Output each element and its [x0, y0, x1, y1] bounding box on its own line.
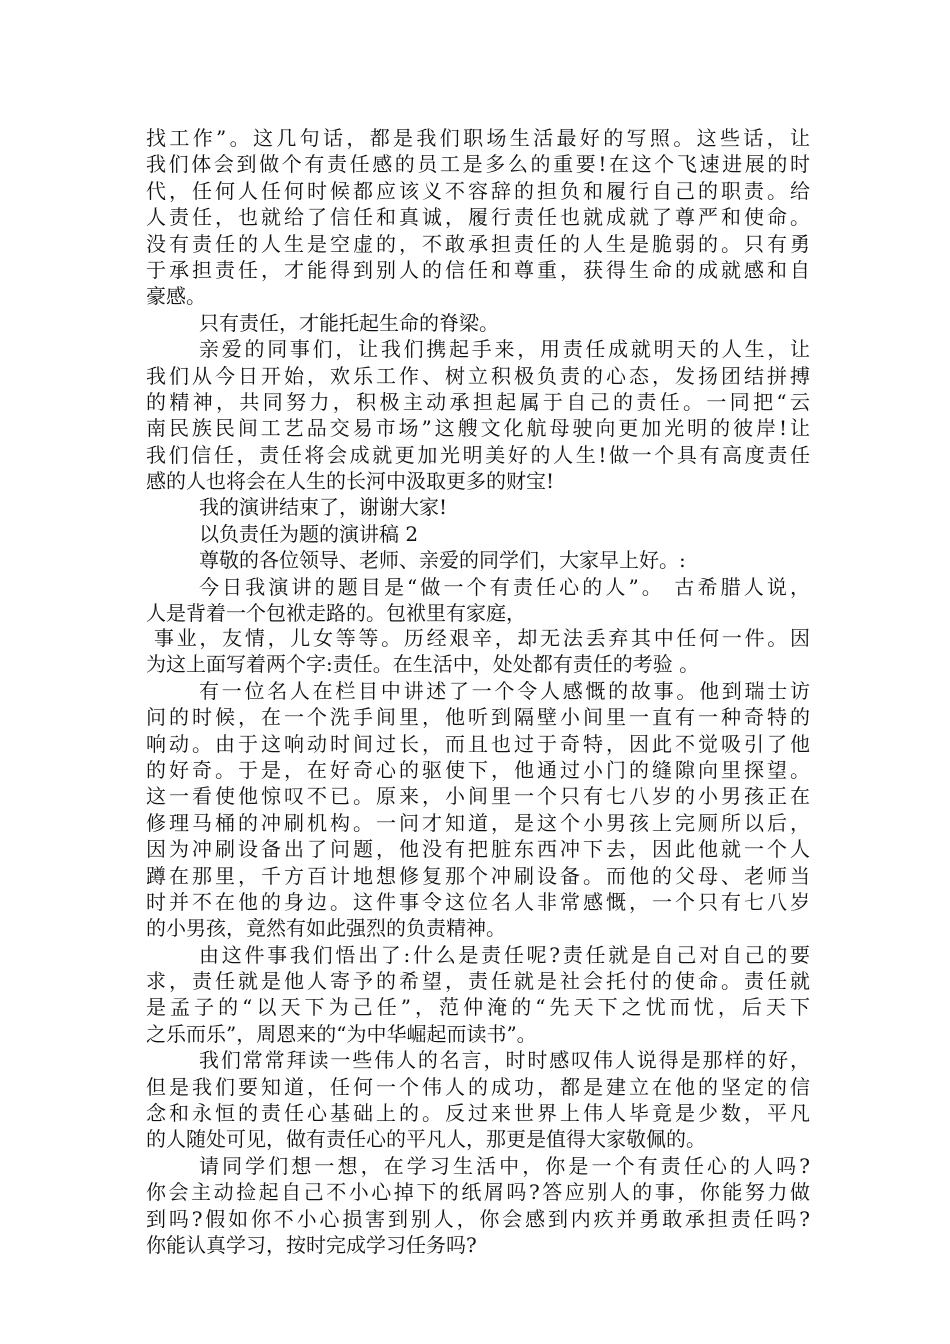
text-line: 人责任，也就给了信任和真诚，履行责任也就成就了尊严和使命。: [146, 205, 810, 230]
text-line: 有一位名人在栏目中讲述了一个令人感慨的故事。他到瑞士访: [199, 678, 810, 703]
text-line: 你能认真学习，按时完成学习任务吗?: [146, 1232, 477, 1257]
text-line: 我们信任，责任将会成就更加光明美好的人生!做一个具有高度责任: [146, 442, 810, 467]
text-line: 事业，友情，儿女等等。历经艰辛，却无法丢弃其中任何一件。因: [154, 626, 810, 650]
text-line: 时并不在他的身边。这件事令这位名人非常感慨，一个只有七八岁: [146, 889, 810, 914]
text-line: 于承担责任，才能得到别人的信任和尊重，获得生命的成就感和自: [146, 257, 810, 282]
text-line: 的人随处可见，做有责任心的平凡人，那更是值得大家敬佩的。: [146, 1127, 706, 1152]
text-line: 感的人也将会在人生的长河中汲取更多的财宝!: [146, 469, 555, 494]
text-line: 尊敬的各位领导、老师、亲爱的同学们，大家早上好。:: [199, 548, 686, 573]
text-line: 因为冲刷设备出了问题，他没有把脏东西冲下去，因此他就一个人: [146, 837, 810, 862]
text-line: 响动。由于这响动时间过长，而且也过于奇特，因此不觉吸引了他: [146, 731, 810, 756]
text-line: 问的时候，在一个洗手间里，他听到隔壁小间里一直有一种奇特的: [146, 705, 810, 730]
text-line: 请同学们想一想，在学习生活中，你是一个有责任心的人吗?: [199, 1153, 810, 1178]
text-line: 你会主动捡起自己不小心掉下的纸屑吗?答应别人的事，你能努力做: [146, 1180, 810, 1205]
text-line: 由这件事我们悟出了:什么是责任呢?责任就是自己对自己的要: [199, 942, 810, 967]
text-line: 没有责任的人生是空虚的，不敢承担责任的人生是脆弱的。只有勇: [146, 231, 810, 256]
text-line: 蹲在那里，千方百计地想修复那个冲刷设备。而他的父母、老师当: [146, 863, 810, 888]
text-line: 之乐而乐”，周恩来的“为中华崛起而读书”。: [146, 1021, 537, 1046]
text-line: 只有责任，才能托起生命的脊梁。: [199, 310, 499, 335]
text-line: 找工作”。这几句话，都是我们职场生活最好的写照。这些话，让: [146, 126, 810, 150]
text-line: 的小男孩，竟然有如此强烈的负责精神。: [146, 916, 506, 941]
text-line: 的好奇。于是，在好奇心的驱使下，他通过小门的缝隙向里探望。: [146, 757, 810, 782]
text-line: 我们常常拜读一些伟人的名言，时时感叹伟人说得是那样的好，: [199, 1048, 810, 1073]
text-line: 南民族民间工艺品交易市场”这艘文化航母驶向更加光明的彼岸!让: [146, 416, 810, 441]
text-line: 修理马桶的冲刷机构。一问才知道，是这个小男孩上完厕所以后，: [146, 810, 810, 835]
text-line: 人是背着一个包袱走路的。包袱里有家庭，: [146, 601, 526, 626]
text-block-upper: [146, 125, 810, 626]
text-line: 但是我们要知道，任何一个伟人的成功，都是建立在他的坚定的信: [146, 1074, 810, 1099]
text-line: 是孟子的“以天下为己任”，范仲淹的“先天下之忧而忧，后天下: [146, 995, 810, 1020]
text-line: 为这上面写着两个字:责任。在生活中，处处都有责任的考验 。: [146, 652, 700, 677]
text-line: 以负责任为题的演讲稿 2: [199, 521, 419, 546]
text-line: 代，任何人任何时候都应该义不容辞的担负和履行自己的职责。给: [146, 178, 810, 203]
text-line: 我的演讲结束了，谢谢大家!: [199, 495, 448, 520]
text-line: 的精神，共同努力，积极主动承担起属于自己的责任。一同把“云: [146, 389, 810, 414]
text-line: 豪感。: [146, 284, 206, 309]
text-line: 这一看使他惊叹不已。原来，小间里一个只有七八岁的小男孩正在: [146, 784, 810, 809]
text-line: 我们从今日开始，欢乐工作、树立积极负责的心态，发扬团结拼搏: [146, 363, 810, 388]
text-block-lower: [146, 625, 810, 1258]
text-line: 今日我演讲的题目是“做一个有责任心的人”。 古希腊人说，: [199, 574, 810, 599]
text-line: 念和永恒的责任心基础上的。反过来世界上伟人毕竟是少数，平凡: [146, 1101, 810, 1126]
text-line: 到吗?假如你不小心损害到别人，你会感到内疚并勇敢承担责任吗?: [146, 1206, 810, 1231]
text-line: 亲爱的同事们，让我们携起手来，用责任成就明天的人生，让: [199, 337, 810, 362]
text-line: 我们体会到做个有责任感的员工是多么的重要!在这个飞速进展的时: [146, 152, 810, 177]
text-line: 求，责任就是他人寄予的希望，责任就是社会托付的使命。责任就: [146, 969, 810, 994]
